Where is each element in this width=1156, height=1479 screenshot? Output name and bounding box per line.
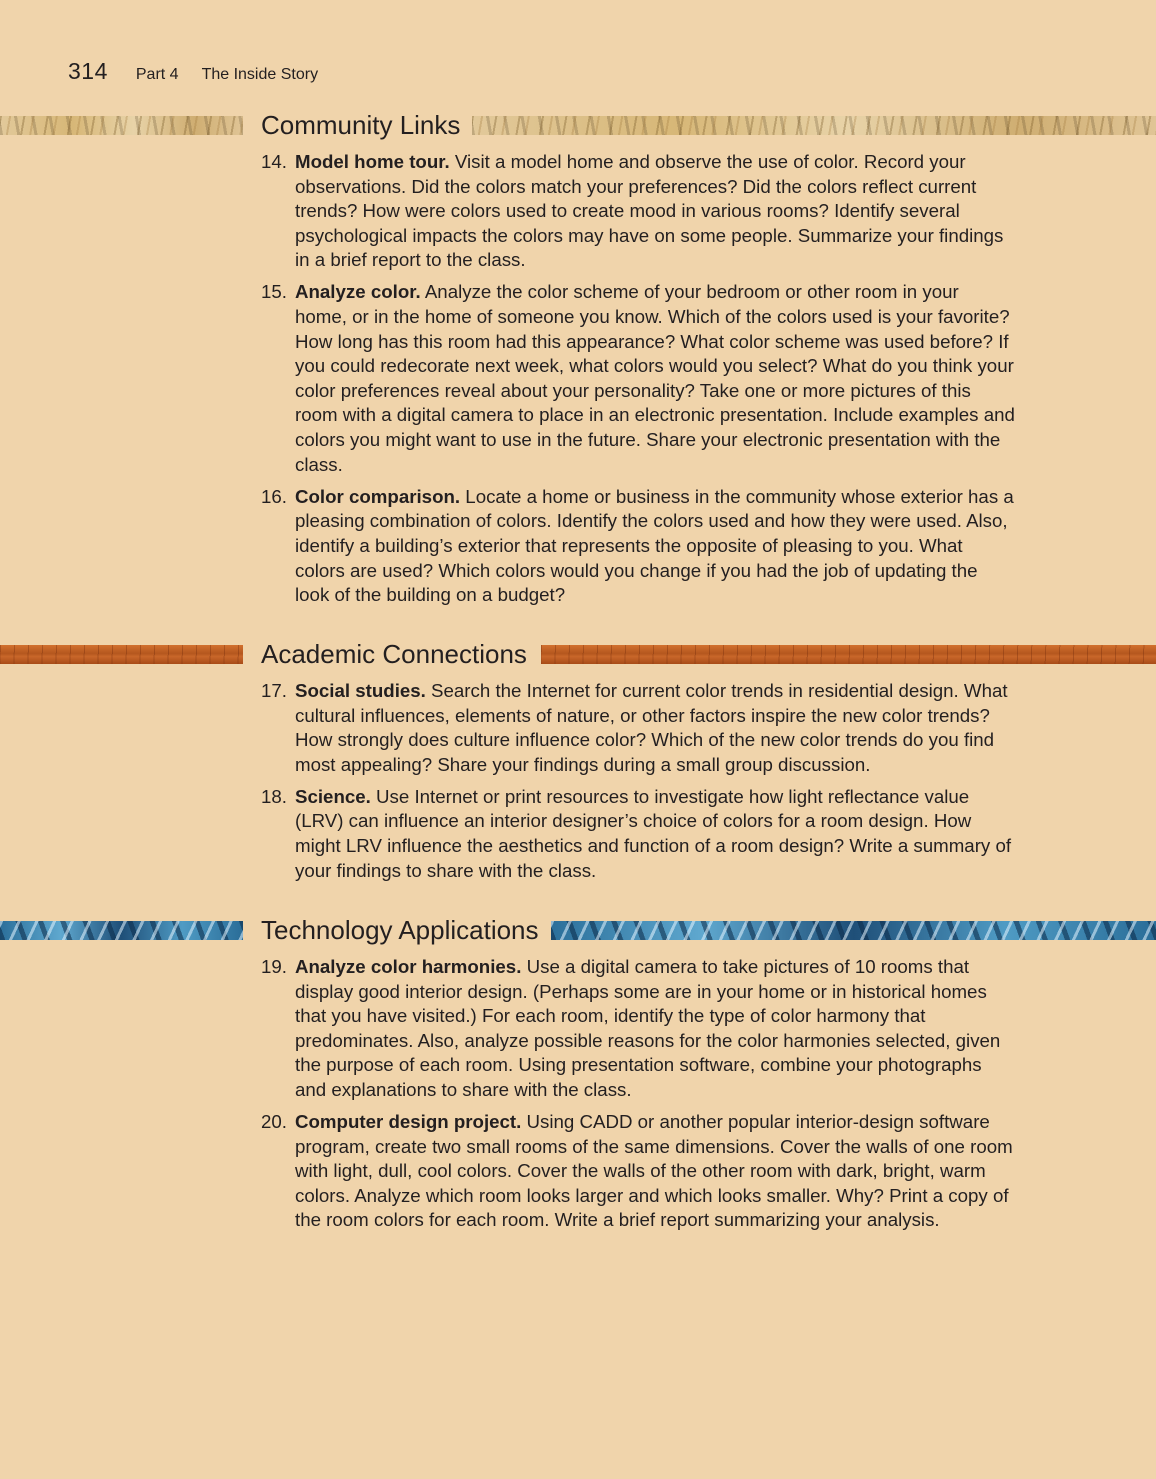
item-text: Use a digital camera to take pictures of 10 rooms that display good interior design. (Perhaps some are in your home or in historical homes that you have visited.) For each room, identify the type of color harmony that predominates. Also, analyze possible reasons for the color harmonies selected, given the purpose of each room. Using presentation software, combine your photographs and explanations to share with the class.: [295, 956, 1001, 1100]
item-lead: Analyze color harmonies.: [295, 956, 522, 977]
item-text: Search the Internet for current color trends in residential design. What cultural influences, elements of nature, or other factors inspire the new color trends? How strongly does culture influence color? Which of the new color trends do you find most appealing? Share your findings during a small group discussion.: [295, 680, 1008, 775]
item-number: 20.: [261, 1111, 287, 1133]
section-heading: Community Links: [261, 110, 461, 140]
item-number: 18.: [261, 785, 287, 807]
item-lead: Science.: [295, 785, 371, 807]
item-text: Use Internet or print resources to investigate how light reflectance value (LRV) can influence an interior designer’s choice of colors for a room design. How might LRV influence the aesthetics and function of a room design? Write a summary of your findings to share with the class.: [295, 785, 1012, 881]
list-item: [0, 1110, 1015, 1233]
running-head: [68, 58, 318, 85]
chapter-title: The Inside Story: [201, 66, 319, 83]
section-heading-row: [0, 108, 1156, 142]
activity-list: [0, 150, 1156, 608]
item-text: Using CADD or another popular interior-design software program, create two small rooms of the same dimensions. Cover the walls of one room with light, dull, cool colors. Cover the walls of the other room with dark, bright, warm colors. Analyze which room looks larger and which looks smaller. Why? Print a copy of the room colors for each room. Write a brief report summarizing your analysis.: [295, 1111, 1013, 1231]
list-item: [0, 679, 1015, 777]
list-item: [0, 785, 1015, 883]
list-item: [0, 485, 1015, 608]
section-heading-row: [0, 913, 1156, 947]
item-lead: Analyze color.: [295, 281, 421, 303]
item-lead: Social studies.: [295, 680, 426, 701]
item-text: Analyze the color scheme of your bedroom or other room in your home, or in the home of someone you know. Which of the colors used is your favorite? How long has this room had this appearance? What color scheme was used before? If you could redecorate next week, what colors would you select? What do you think your color preferences reveal about your personality? Take one or more pictures of this room with a digital camera to place in an electronic presentation. Include examples and colors you might want to use in the future. Share your electronic presentation with the class.: [295, 281, 1015, 475]
item-number: 14.: [261, 151, 287, 172]
item-number: 19.: [261, 956, 287, 977]
decorative-band-left: [0, 921, 243, 940]
section-technology-applications: [0, 913, 1156, 1241]
list-item: [0, 150, 1015, 273]
section-community-links: [0, 108, 1156, 615]
item-number: 17.: [261, 680, 287, 701]
section-heading: Technology Applications: [261, 915, 539, 945]
section-heading-row: [0, 637, 1156, 671]
part-label: Part 4: [135, 66, 179, 83]
activity-list: [0, 955, 1156, 1233]
section-heading: Academic Connections: [261, 639, 527, 669]
page-number: 314: [68, 58, 108, 84]
list-item: [0, 955, 1015, 1103]
activity-list: [0, 679, 1156, 883]
item-lead: Color comparison.: [295, 485, 461, 507]
item-number: 15.: [261, 281, 287, 303]
item-number: 16.: [261, 485, 287, 507]
item-lead: Model home tour.: [295, 151, 450, 172]
list-item: [0, 280, 1015, 477]
decorative-band-right: [472, 116, 1156, 135]
decorative-band-right: [551, 921, 1156, 940]
decorative-band-left: [0, 645, 243, 664]
decorative-band-left: [0, 116, 243, 135]
decorative-band-right: [541, 645, 1156, 664]
section-academic-connections: [0, 637, 1156, 891]
item-text: Visit a model home and observe the use of color. Record your observations. Did the colors match your preferences? Did the colors reflect current trends? How were colors used to create mood in various rooms? Identify several psychological impacts the colors may have on some people. Summarize your findings in a brief report to the class.: [295, 151, 1004, 271]
item-text: Locate a home or business in the community whose exterior has a pleasing combination of colors. Identify the colors used and how they were used. Also, identify a building’s exterior that represents the opposite of pleasing to you. What colors are used? Which colors would you change if you had the job of updating the look of the building on a budget?: [295, 485, 1014, 606]
item-lead: Computer design project.: [295, 1111, 522, 1133]
